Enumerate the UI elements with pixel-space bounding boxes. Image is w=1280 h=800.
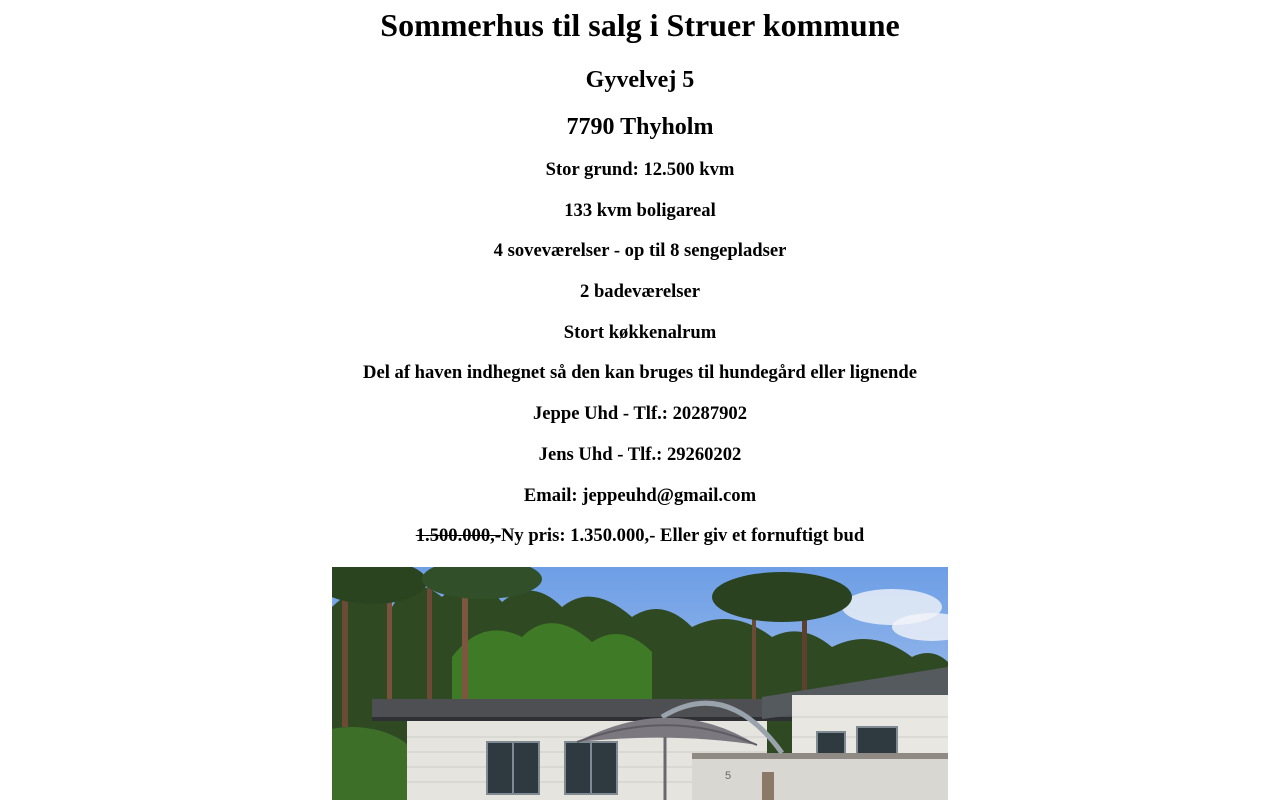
contact-jens: Jens Uhd - Tlf.: 29260202	[538, 443, 742, 465]
city-address: 7790 Thyholm	[566, 114, 714, 140]
fact-garden: Del af haven indhegnet så den kan bruges til hundegård eller lignende	[363, 362, 917, 384]
page-title: Sommerhus til salg i Struer kommune	[380, 7, 900, 43]
old-price: 1.500.000,-	[415, 525, 501, 547]
house-number: 5	[725, 770, 732, 782]
fact-plot-size: Stor grund: 12.500 kvm	[545, 159, 735, 180]
new-price: Ny pris: 1.350.000,- Eller giv et fornuftigt bud	[500, 525, 865, 547]
street-address: Gyvelvej 5	[585, 67, 695, 93]
fact-bathrooms: 2 badeværelser	[580, 281, 700, 303]
contact-jeppe: Jeppe Uhd - Tlf.: 20287902	[532, 403, 748, 425]
house-photo	[332, 567, 948, 800]
facts-list	[0, 159, 1280, 546]
fact-living-area: 133 kvm boligareal	[564, 199, 716, 221]
price-line	[0, 525, 1280, 546]
fact-bedrooms: 4 soveværelser - op til 8 sengepladser	[493, 240, 787, 262]
contact-email: Email: jeppeuhd@gmail.com	[523, 484, 757, 506]
fact-kitchen: Stort køkkenalrum	[563, 321, 717, 343]
